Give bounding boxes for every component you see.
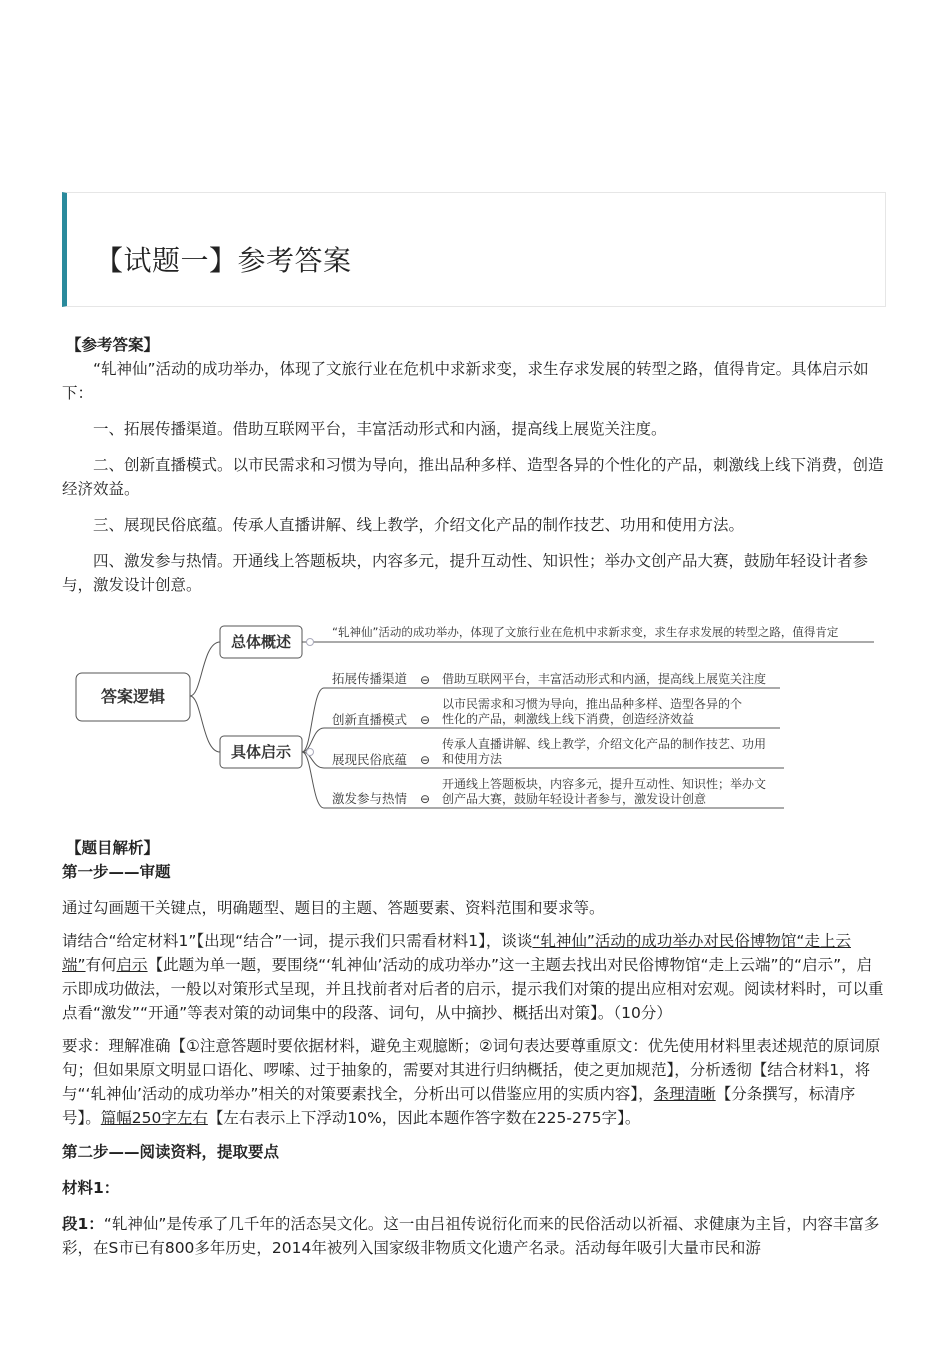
- collapse-icon[interactable]: ⊖: [420, 792, 431, 806]
- question-text: 请结合“给定材料1”【出现“结合”一词，提示我们只需看材料1】，谈谈: [62, 932, 533, 950]
- mindmap-item-text-2b: 性化的产品，刺激线上线下消费，创造经济效益: [442, 712, 695, 726]
- answer-heading: 【参考答案】: [66, 336, 160, 354]
- requirement-text: 要求：理解准确【①注意答题时要依据材料，避免主观臆断；②词句表达要尊重原文：优先使用材料里表述规范的原词原句；但如果原文明显口语化、啰嗦、过于抽象的，需要对其进行归纳概括，使之更加规范】，分析透彻【结合材料1，将与“‘轧神仙’活动的成功举办”相关的对策要素找全，分析出可以借鉴应用的实质内容】，: [62, 1037, 881, 1103]
- answer-section: [62, 333, 886, 597]
- question-text: 有何: [85, 956, 117, 974]
- mindmap-item-label-3: 展现民俗底蕴: [332, 752, 408, 767]
- mindmap-item-text-1: 借助互联网平台，丰富活动形式和内涵，提高线上展览关注度: [442, 672, 767, 686]
- material-label: 材料1：: [62, 1179, 120, 1197]
- step1-paragraph: 通过勾画题干关键点，明确题型、题目的主题、答题要素、资料范围和要求等。: [62, 899, 605, 917]
- mindmap-branch1: 总体概述: [230, 633, 292, 651]
- collapse-icon[interactable]: ⊖: [420, 713, 431, 727]
- mindmap-item-text-4b: 创产品大赛，鼓励年轻设计者参与，激发设计创意: [442, 792, 707, 806]
- mindmap-item-text-2a: 以市民需求和习惯为导向，推出品种多样、造型各异的个: [442, 697, 743, 711]
- mindmap-item-label-2: 创新直播模式: [332, 712, 408, 727]
- mindmap-branch1-text: “轧神仙”活动的成功举办，体现了文旅行业在危机中求新求变，求生存求发展的转型之路，值得肯定: [332, 625, 839, 639]
- step2-title: 第二步——阅读资料，提取要点: [62, 1143, 280, 1161]
- paragraph-label: 段1：: [62, 1215, 104, 1233]
- collapse-icon[interactable]: ⊖: [420, 673, 431, 687]
- mindmap-item-label-4: 激发参与热情: [332, 791, 408, 806]
- requirement-text: 【分条撰写，标清序号】。: [62, 1085, 856, 1127]
- collapse-icon[interactable]: ⊖: [420, 753, 431, 767]
- mindmap-item-label-1: 拓展传播渠道: [332, 671, 408, 686]
- question-note: 【此题为单一题，要围绕“‘轧神仙’活动的成功举办”这一主题去找出对民俗博物馆“走上云端”的“启示”，启示即成功做法，一般以对策形式呈现，并且找前者对后者的启示，提示我们对策的提出应相对宏观。阅读材料时，可以重点看“激发”“开通”等表对策的动词集中的段落、词句，从中摘抄、概括出对策】。（10分）: [62, 956, 884, 1022]
- question-keyword: 启示: [116, 956, 148, 974]
- paragraph-text: “轧神仙”是传承了几千年的活态吴文化。这一由吕祖传说衍化而来的民俗活动以祈福、求健康为主旨，内容丰富多彩，在S市已有800多年历史，2014年被列入国家级非物质文化遗产名录。活动每年吸引大量市民和游: [62, 1215, 880, 1257]
- answer-point-2: 二、创新直播模式。以市民需求和习惯为导向，推出品种多样、造型各异的个性化的产品，刺激线上线下消费，创造经济效益。: [62, 456, 884, 498]
- question-paragraph: [62, 929, 886, 1025]
- mindmap-diagram: [62, 616, 882, 816]
- analysis-heading: 【题目解析】: [66, 839, 160, 857]
- answer-point-4: 四、激发参与热情。开通线上答题板块，内容多元，提升互动性、知识性；举办文创产品大赛，鼓励年轻设计者参与，激发设计创意。: [62, 552, 869, 594]
- answer-point-3: 三、展现民俗底蕴。传承人直播讲解、线上教学，介绍文化产品的制作技艺、功用和使用方法。: [93, 516, 745, 534]
- mindmap-item-text-3a: 传承人直播讲解、线上教学，介绍文化产品的制作技艺、功用: [442, 737, 767, 751]
- collapse-icon[interactable]: [307, 749, 314, 756]
- answer-point-1: 一、拓展传播渠道。借助互联网平台，丰富活动形式和内涵，提高线上展览关注度。: [93, 420, 667, 438]
- mindmap-root: 答案逻辑: [100, 687, 166, 706]
- mindmap-item-text-3b: 和使用方法: [442, 752, 503, 766]
- title-box: [62, 192, 886, 307]
- page-title: 【试题一】参考答案: [95, 244, 352, 277]
- requirement-note: 【左右表示上下浮动10%，因此本题作答字数在225-275字】。: [207, 1109, 641, 1127]
- requirement-paragraph: [62, 1034, 886, 1130]
- requirement-keyword: 篇幅250字左右: [100, 1109, 208, 1127]
- collapse-icon[interactable]: [307, 639, 314, 646]
- answer-intro: “轧神仙”活动的成功举办，体现了文旅行业在危机中求新求变，求生存求发展的转型之路，值得肯定。具体启示如下：: [62, 360, 869, 402]
- requirement-keyword: 条理清晰: [653, 1085, 716, 1103]
- mindmap-branch2: 具体启示: [230, 743, 292, 761]
- mindmap-item-text-4a: 开通线上答题板块，内容多元，提升互动性、知识性；举办文: [442, 777, 767, 791]
- step1-title: 第一步——审题: [62, 863, 171, 881]
- analysis-section: [62, 836, 886, 1260]
- question-topic: “轧神仙”活动的成功举办对民俗博物馆“走上云端”: [62, 932, 851, 974]
- material-paragraph: [62, 1212, 886, 1260]
